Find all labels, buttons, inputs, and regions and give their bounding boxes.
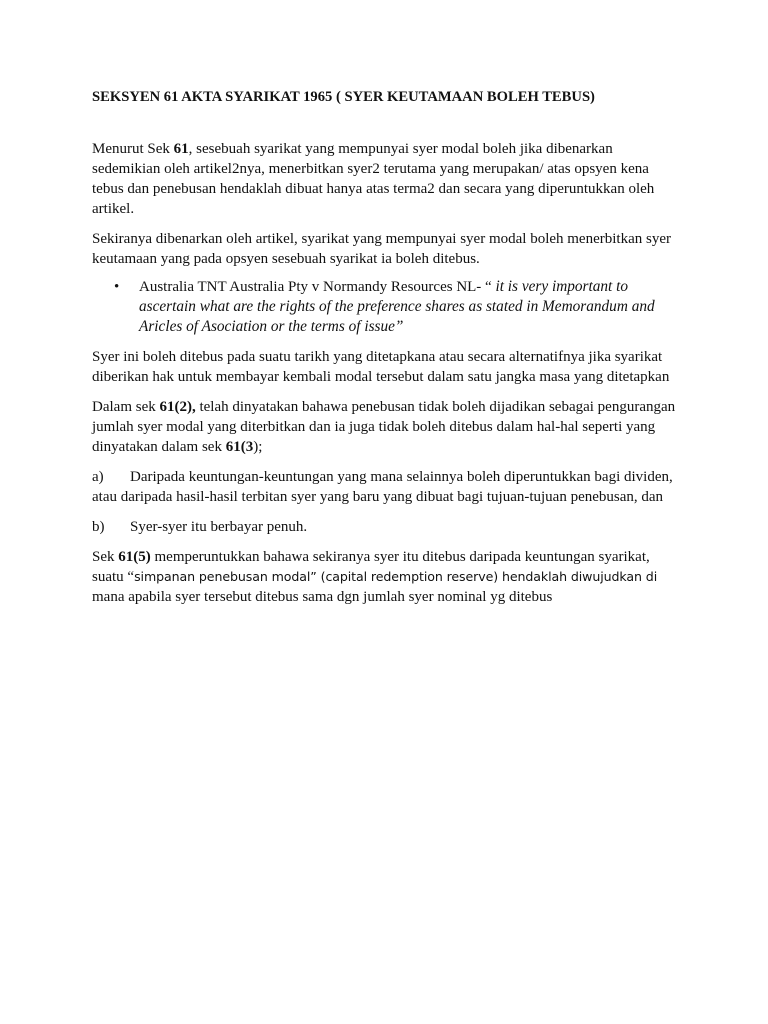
document-body [92,87,682,617]
paragraph-redemption-date: Syer ini boleh ditebus pada suatu tarikh yang ditetapkana atau secara alternatifnya jika syarikat diberikan hak untuk membayar kembali modal tersebut dalam satu jangka masa yang ditetapkan [92,349,670,385]
paragraph-text: telah dinyatakan bahawa penebusan tidak boleh dijadikan sebagai pengurangan jumlah syer modal yang diterbitkan dan ia juga tidak boleh ditebus dalam hal-hal seperti yang dinyatakan dalam sek [92,399,676,455]
list-marker: b) [92,519,105,535]
document-heading: SEKSYEN 61 AKTA SYARIKAT 1965 ( SYER KEUTAMAAN BOLEH TEBUS) [92,89,595,105]
capital-redemption-reserve-text: simpanan penebusan modal” (capital redemption reserve) hendaklah diwujudkan di [134,569,658,584]
section-reference: 61(3 [225,439,254,455]
case-list [92,277,682,337]
paragraph-text: memperuntukkan bahawa sekiranya syer itu ditebus daripada keuntungan syarikat, [150,549,650,565]
bullet-marker: • [114,279,120,295]
paragraph-text: ); [253,439,263,455]
list-item-text: Syer-syer itu berbayar penuh. [130,519,308,535]
section-reference: 61 [173,141,189,157]
list-marker: a) [92,469,104,485]
paragraph-articles: Sekiranya dibenarkan oleh artikel, syarikat yang mempunyai syer modal boleh menerbitkan syer keutamaan yang pada opsyen sesebuah syarikat ia boleh ditebus. [92,231,671,267]
paragraph-text: , sesebuah syarikat yang mempunyai syer modal boleh jika dibenarkan sedemikian oleh artikel2nya, menerbitkan syer2 terutama yang merupakan/ atas opsyen kena tebus dan penebusan hendaklah dibuat hanya atas terma2 dan secara yang diperuntukkan oleh artikel. [92,141,655,217]
case-name: Australia TNT Australia Pty v Normandy Resources NL- “ [139,279,496,295]
paragraph-text: suatu “ [92,569,135,585]
case-quote: it is very important to ascertain what are the rights of the preference shares as stated in Memorandum and Aricles of Asociation or the terms of issue” [139,278,655,335]
paragraph-section-61-5 [92,547,682,607]
list-item-text: Daripada keuntungan-keuntungan yang mana selainnya boleh diperuntukkan bagi dividen, atau daripada hasil-hasil terbitan syer yang baru yang dibuat bagi tujuan-tujuan penebusan, dan [92,469,673,505]
case-list-item [92,277,682,337]
paragraph-text: Menurut Sek [92,141,174,157]
list-item-a [92,467,682,507]
paragraph-text: Sek [92,549,119,565]
paragraph-text: Dalam sek [92,399,160,415]
section-reference: 61(5) [118,549,151,565]
paragraph-text: mana apabila syer tersebut ditebus sama dgn jumlah syer nominal yg ditebus [92,589,553,605]
paragraph-section-61 [92,139,682,219]
list-item-b [92,517,682,537]
paragraph-section-61-2 [92,397,682,457]
section-reference: 61(2), [159,399,196,415]
